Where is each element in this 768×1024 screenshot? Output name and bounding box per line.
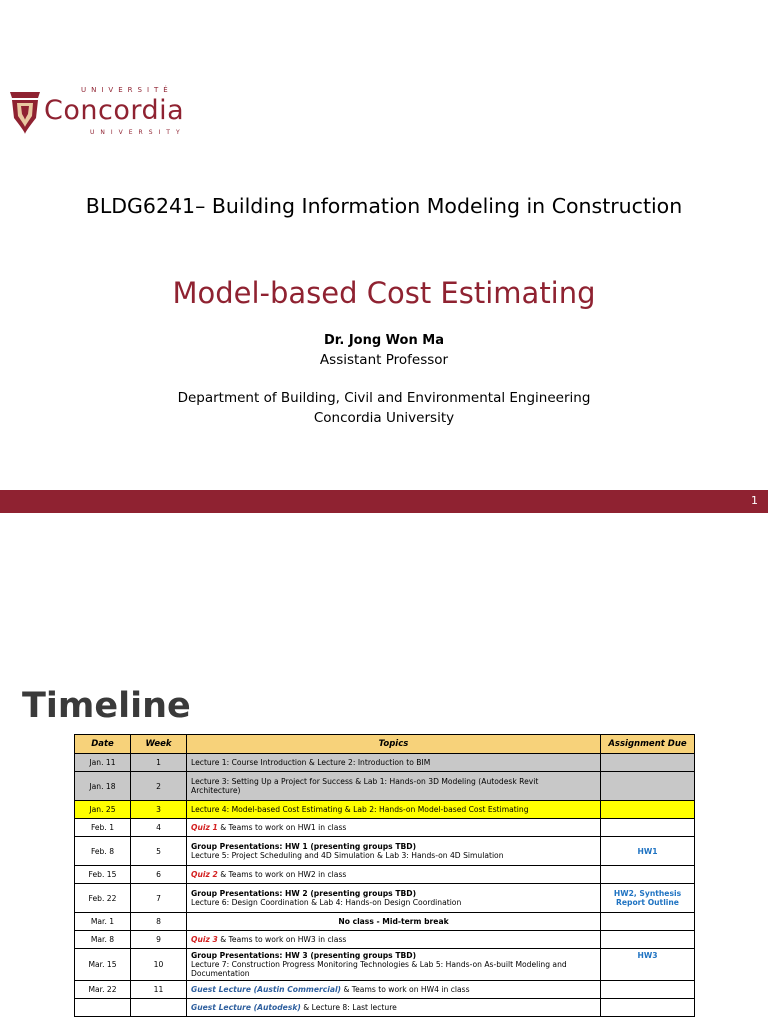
logo-top-text: UNIVERSITÉ (81, 86, 173, 94)
course-title: BLDG6241– Building Information Modeling in Construction (85, 194, 683, 218)
row-topic: No class - Mid-term break (187, 913, 601, 931)
row-due (601, 754, 695, 772)
row-topic (187, 931, 601, 949)
row-due: HW3 (601, 949, 695, 981)
table-row (75, 801, 695, 819)
row-date: Feb. 22 (75, 884, 131, 913)
row-topic (187, 999, 601, 1017)
row-week: 9 (131, 931, 187, 949)
row-date: Mar. 1 (75, 913, 131, 931)
table-row (75, 981, 695, 999)
due-line: HW2, Synthesis (613, 889, 682, 898)
timeline-title: Timeline (22, 686, 191, 726)
row-week: 11 (131, 981, 187, 999)
row-due (601, 999, 695, 1017)
row-due (601, 801, 695, 819)
row-date: Feb. 15 (75, 866, 131, 884)
header-topics: Topics (187, 735, 601, 754)
row-topic: Lecture 4: Model-based Cost Estimating & Lab 2: Hands-on Model-based Cost Estimating (187, 801, 601, 819)
concordia-logo (8, 86, 208, 140)
guest-label: Guest Lecture (Austin Commercial) (191, 985, 342, 994)
topic-line: Lecture 7: Construction Progress Monitoring Technologies & Lab 5: Hands-on As-built Modeling and (191, 960, 567, 969)
topic-bold-line: Group Presentations: HW 1 (presenting groups TBD) (191, 842, 417, 851)
topic-text: & Teams to work on HW4 in class (341, 985, 470, 994)
row-date: Feb. 1 (75, 819, 131, 837)
topic-line: Lecture 6: Design Coordination & Lab 4: Hands-on Design Coordination (191, 898, 462, 907)
university: Concordia University (313, 410, 455, 426)
topic-text: & Teams to work on HW2 in class (217, 870, 347, 879)
topic-line: Lecture 5: Project Scheduling and 4D Simulation & Lab 3: Hands-on 4D Simulation (191, 851, 504, 860)
shield-icon (8, 88, 42, 136)
topic-bold-line: Group Presentations: HW 2 (presenting groups TBD) (191, 889, 417, 898)
row-topic (187, 949, 601, 981)
quiz-label: Quiz 3 (191, 935, 218, 944)
quiz-label: Quiz 2 (191, 870, 218, 879)
row-due (601, 866, 695, 884)
row-date: Jan. 11 (75, 754, 131, 772)
row-date: Feb. 8 (75, 837, 131, 866)
row-due: HW1 (601, 837, 695, 866)
header-date: Date (75, 735, 131, 754)
topic-line: Documentation (191, 969, 250, 978)
row-week: 3 (131, 801, 187, 819)
professor-name: Dr. Jong Won Ma (324, 333, 444, 348)
row-week: 5 (131, 837, 187, 866)
professor-role: Assistant Professor (319, 352, 449, 368)
table-row (75, 837, 695, 866)
due-line: Report Outline (616, 898, 679, 907)
topic-bold-line: Group Presentations: HW 3 (presenting groups TBD) (191, 951, 417, 960)
row-due (601, 981, 695, 999)
table-row (75, 754, 695, 772)
row-date: Mar. 22 (75, 981, 131, 999)
row-date (75, 999, 131, 1017)
topic-text: & Lecture 8: Last lecture (300, 1003, 397, 1012)
row-week: 4 (131, 819, 187, 837)
quiz-label: Quiz 1 (191, 823, 218, 832)
row-week: 8 (131, 913, 187, 931)
topic-text: & Teams to work on HW1 in class (217, 823, 347, 832)
topic-line: Lecture 3: Setting Up a Project for Success & Lab 1: Hands-on 3D Modeling (Autodesk Revit (191, 777, 539, 786)
table-row (75, 931, 695, 949)
row-topic (187, 981, 601, 999)
table-row (75, 999, 695, 1017)
row-week: 10 (131, 949, 187, 981)
row-due (601, 913, 695, 931)
row-topic (187, 772, 601, 801)
row-week: 1 (131, 754, 187, 772)
table-row (75, 913, 695, 931)
guest-label: Guest Lecture (Autodesk) (191, 1003, 301, 1012)
table-row (75, 884, 695, 913)
row-date: Mar. 8 (75, 931, 131, 949)
slide-title: Model-based Cost Estimating (172, 276, 596, 310)
row-topic (187, 819, 601, 837)
topic-line: Architecture) (191, 786, 241, 795)
row-date: Jan. 18 (75, 772, 131, 801)
table-row (75, 819, 695, 837)
row-topic (187, 837, 601, 866)
department: Department of Building, Civil and Environmental Engineering (177, 390, 591, 406)
table-row (75, 772, 695, 801)
page-number: 1 (751, 494, 758, 507)
footer-bar (0, 490, 768, 513)
row-due (601, 772, 695, 801)
row-due (601, 931, 695, 949)
row-week: 2 (131, 772, 187, 801)
row-due (601, 884, 695, 913)
row-date: Jan. 25 (75, 801, 131, 819)
header-assignment-due: Assignment Due (601, 735, 695, 754)
row-week: 6 (131, 866, 187, 884)
row-topic (187, 884, 601, 913)
timeline-table (74, 734, 695, 1017)
logo-main-text: Concordia (44, 95, 185, 126)
table-header-row (75, 735, 695, 754)
header-week: Week (131, 735, 187, 754)
timeline-slide (0, 654, 768, 1024)
table-row (75, 866, 695, 884)
row-due (601, 819, 695, 837)
row-date: Mar. 15 (75, 949, 131, 981)
row-topic (187, 866, 601, 884)
topic-text: & Teams to work on HW3 in class (217, 935, 347, 944)
table-row (75, 949, 695, 981)
row-topic: Lecture 1: Course Introduction & Lecture 2: Introduction to BIM (187, 754, 601, 772)
row-week (131, 999, 187, 1017)
logo-bottom-text: UNIVERSITY (90, 129, 186, 136)
row-week: 7 (131, 884, 187, 913)
